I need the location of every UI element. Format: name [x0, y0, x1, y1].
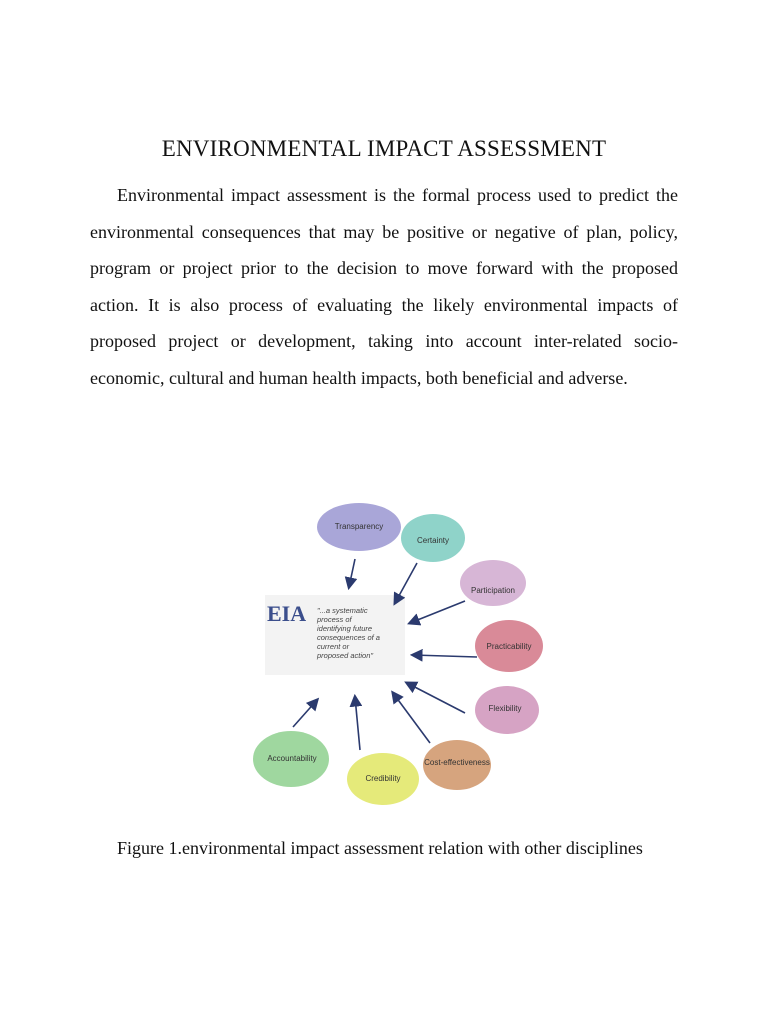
arrow-transparency [349, 559, 355, 587]
arrow-accountability [293, 700, 317, 727]
node-cost-effectiveness-label: Cost-effectiveness [424, 758, 490, 767]
document-title: ENVIRONMENTAL IMPACT ASSESSMENT [161, 136, 607, 161]
node-flexibility [475, 686, 539, 734]
node-participation-shape [460, 560, 526, 606]
node-practicability [475, 620, 543, 672]
node-accountability [253, 731, 329, 787]
figure-caption: Figure 1.environmental impact assessment relation with other disciplines [117, 838, 643, 858]
node-transparency-label: Transparency [334, 522, 384, 531]
arrow-flexibility [407, 683, 465, 713]
arrow-participation [410, 601, 465, 623]
node-credibility [347, 753, 419, 805]
node-flexibility-label: Flexibility [488, 704, 522, 713]
node-credibility-label: Credibility [365, 774, 401, 783]
arrow-certainty [395, 563, 417, 603]
node-certainty-label: Certainty [416, 536, 450, 545]
eia-center-definition: "...a systematic process of identifying future consequences of a current or proposed action" [317, 606, 380, 660]
node-transparency [317, 503, 401, 551]
arrow-credibility [355, 697, 360, 750]
body-paragraph: Environmental impact assessment is the formal process used to predict the environmental consequences that may be positive or negative of plan, policy, program or project prior to the decision to move forward with the proposed action. It is also process of evaluating the likely environmental impacts of proposed project or development, taking into account inter-related socio-economic, cultural and human health impacts, both beneficial and adverse. [90, 185, 678, 388]
eia-figure [245, 495, 565, 825]
eia-center-box [265, 595, 405, 675]
arrow-cost-effectiveness [393, 693, 430, 743]
eia-center-title: EIA [267, 601, 307, 626]
node-participation [460, 560, 526, 606]
node-practicability-label: Practicability [486, 642, 532, 651]
eia-diagram [245, 495, 565, 825]
node-certainty [401, 514, 465, 562]
node-accountability-label: Accountability [267, 754, 317, 763]
arrow-practicability [413, 655, 477, 657]
node-cost-effectiveness [423, 740, 491, 790]
node-participation-label: Participation [470, 586, 516, 595]
